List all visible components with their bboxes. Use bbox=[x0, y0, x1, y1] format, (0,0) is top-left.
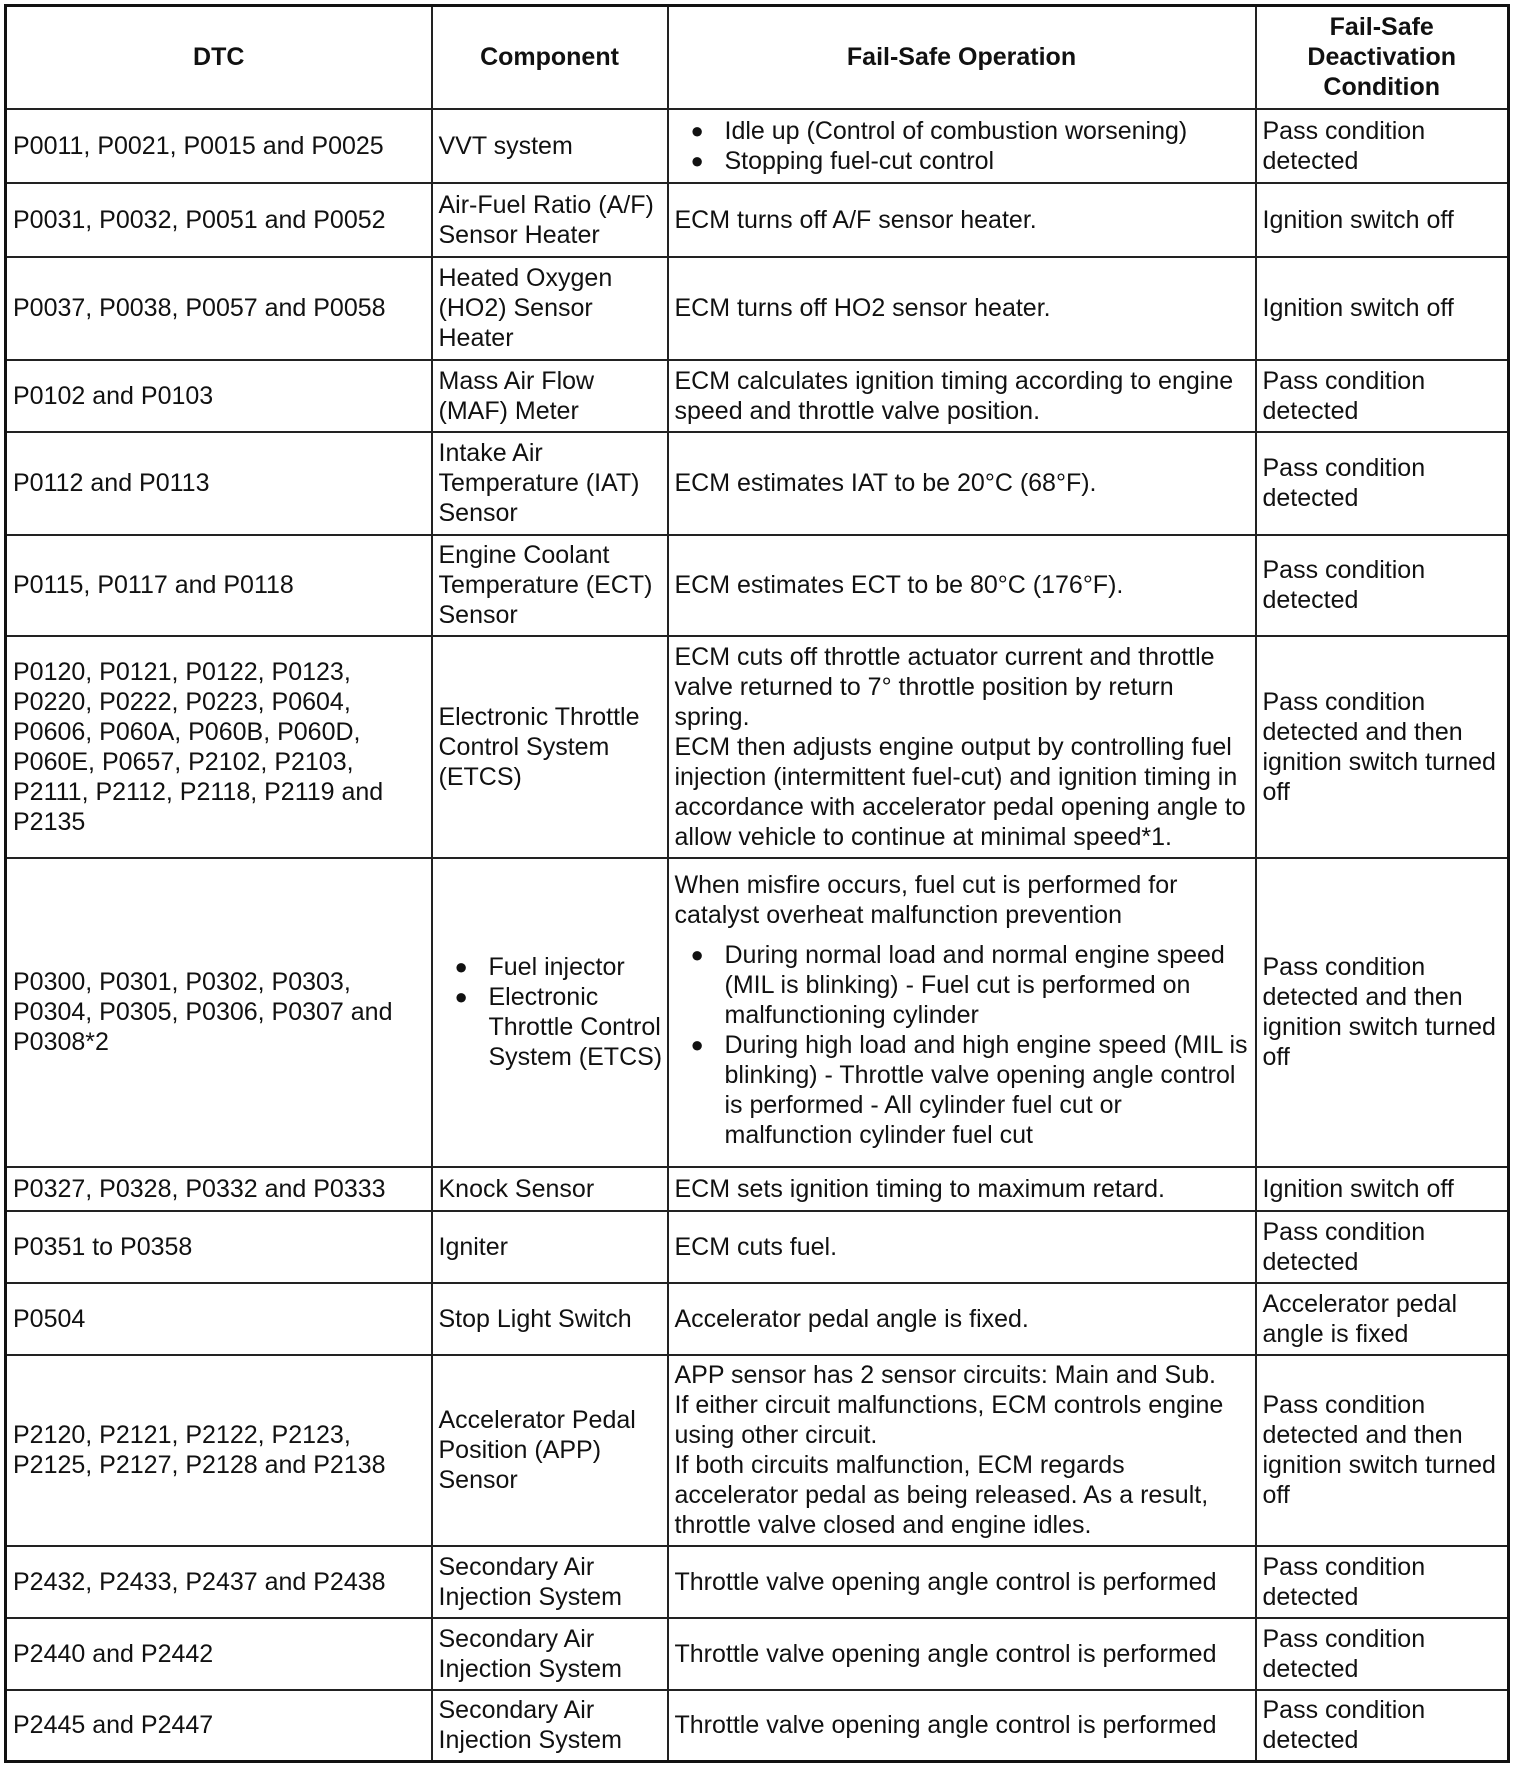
dtc-cell: P2120, P2121, P2122, P2123, P2125, P2127, P2128 and P2138 bbox=[6, 1355, 432, 1546]
header-fail-safe-operation: Fail-Safe Operation bbox=[668, 6, 1256, 109]
operation-line: ECM cuts off throttle actuator current and throttle valve returned to 7° throttle position by return spring. bbox=[674, 642, 1215, 731]
dtc-cell: P0037, P0038, P0057 and P0058 bbox=[6, 257, 432, 360]
dtc-cell: P0102 and P0103 bbox=[6, 360, 432, 432]
dtc-cell: P0120, P0121, P0122, P0123, P0220, P0222, P0223, P0604, P0606, P060A, P060B, P060D, P060E, P0657, P2102, P2103, P2111, P2112, P2118, P2119 and P2135 bbox=[6, 636, 432, 858]
table-row bbox=[6, 858, 1509, 1167]
deactivation-cell: Pass condition detected bbox=[1256, 535, 1509, 636]
component-cell: Secondary Air Injection System bbox=[432, 1690, 668, 1762]
deactivation-cell: Pass condition detected and then ignition switch turned off bbox=[1256, 858, 1509, 1167]
operation-cell: Throttle valve opening angle control is performed bbox=[668, 1546, 1256, 1618]
operation-cell: Throttle valve opening angle control is performed bbox=[668, 1618, 1256, 1690]
component-cell: Electronic Throttle Control System (ETCS) bbox=[432, 636, 668, 858]
dtc-cell: P2440 and P2442 bbox=[6, 1618, 432, 1690]
operation-cell: ECM calculates ignition timing according to engine speed and throttle valve position. bbox=[668, 360, 1256, 432]
table-row bbox=[6, 636, 1509, 858]
header-row bbox=[6, 6, 1509, 109]
deactivation-cell: Pass condition detected and then ignition switch turned off bbox=[1256, 1355, 1509, 1546]
dtc-cell: P0504 bbox=[6, 1283, 432, 1355]
operation-cell: ECM sets ignition timing to maximum retard. bbox=[668, 1167, 1256, 1211]
operation-bullet: ● Idle up (Control of combustion worsening) bbox=[675, 116, 1249, 146]
component-bullet: ● Electronic Throttle Control System (ETCS) bbox=[439, 982, 663, 1072]
table-row bbox=[6, 1355, 1509, 1546]
table-row bbox=[6, 535, 1509, 636]
deactivation-cell: Pass condition detected bbox=[1256, 1690, 1509, 1762]
component-cell: Igniter bbox=[432, 1211, 668, 1283]
operation-line: APP sensor has 2 sensor circuits: Main and Sub. bbox=[674, 1361, 1216, 1389]
deactivation-cell: Pass condition detected bbox=[1256, 1546, 1509, 1618]
component-cell: Knock Sensor bbox=[432, 1167, 668, 1211]
operation-cell bbox=[668, 636, 1256, 858]
deactivation-cell: Accelerator pedal angle is fixed bbox=[1256, 1283, 1509, 1355]
operation-bullet: ● During high load and high engine speed (MIL is blinking) - Throttle valve opening angle control is performed - All cylinder fuel cut or malfunction cylinder fuel cut bbox=[675, 1030, 1249, 1150]
table-row bbox=[6, 257, 1509, 360]
deactivation-cell: Pass condition detected bbox=[1256, 1618, 1509, 1690]
operation-cell: Throttle valve opening angle control is performed bbox=[668, 1690, 1256, 1762]
table-row bbox=[6, 1167, 1509, 1211]
deactivation-cell: Ignition switch off bbox=[1256, 183, 1509, 257]
table-row bbox=[6, 1690, 1509, 1762]
fail-safe-table bbox=[4, 4, 1510, 1763]
operation-cell bbox=[668, 858, 1256, 1167]
operation-intro: When misfire occurs, fuel cut is performed for catalyst overheat malfunction prevention bbox=[674, 871, 1178, 929]
table-row bbox=[6, 1618, 1509, 1690]
operation-line: If both circuits malfunction, ECM regards accelerator pedal as being released. As a result, throttle valve closed and engine idles. bbox=[674, 1451, 1209, 1539]
header-deactivation-condition: Fail-Safe Deactivation Condition bbox=[1256, 6, 1509, 109]
dtc-cell: P0115, P0117 and P0118 bbox=[6, 535, 432, 636]
deactivation-cell: Pass condition detected and then ignition switch turned off bbox=[1256, 636, 1509, 858]
operation-cell: Accelerator pedal angle is fixed. bbox=[668, 1283, 1256, 1355]
operation-line: ECM then adjusts engine output by controlling fuel injection (intermittent fuel-cut) and ignition timing in accordance with accelerator pedal opening angle to allow vehicle to continue at minimal speed*1. bbox=[674, 732, 1246, 851]
dtc-cell: P2445 and P2447 bbox=[6, 1690, 432, 1762]
table-row bbox=[6, 183, 1509, 257]
operation-bullet: ● Stopping fuel-cut control bbox=[675, 146, 1249, 176]
operation-cell: ECM estimates ECT to be 80°C (176°F). bbox=[668, 535, 1256, 636]
component-cell: Heated Oxygen (HO2) Sensor Heater bbox=[432, 257, 668, 360]
table-row bbox=[6, 1546, 1509, 1618]
component-bullet: ● Fuel injector bbox=[439, 952, 663, 982]
dtc-cell: P2432, P2433, P2437 and P2438 bbox=[6, 1546, 432, 1618]
table-row bbox=[6, 1211, 1509, 1283]
deactivation-cell: Ignition switch off bbox=[1256, 257, 1509, 360]
component-cell: Mass Air Flow (MAF) Meter bbox=[432, 360, 668, 432]
component-cell: Intake Air Temperature (IAT) Sensor bbox=[432, 432, 668, 535]
operation-cell: ECM turns off A/F sensor heater. bbox=[668, 183, 1256, 257]
operation-cell bbox=[668, 1355, 1256, 1546]
deactivation-cell: Pass condition detected bbox=[1256, 109, 1509, 183]
operation-cell: ECM turns off HO2 sensor heater. bbox=[668, 257, 1256, 360]
dtc-cell: P0327, P0328, P0332 and P0333 bbox=[6, 1167, 432, 1211]
dtc-cell: P0031, P0032, P0051 and P0052 bbox=[6, 183, 432, 257]
component-cell bbox=[432, 858, 668, 1167]
operation-cell: ECM cuts fuel. bbox=[668, 1211, 1256, 1283]
deactivation-cell: Pass condition detected bbox=[1256, 360, 1509, 432]
component-cell: Secondary Air Injection System bbox=[432, 1546, 668, 1618]
dtc-cell: P0011, P0021, P0015 and P0025 bbox=[6, 109, 432, 183]
component-cell: Secondary Air Injection System bbox=[432, 1618, 668, 1690]
component-cell: VVT system bbox=[432, 109, 668, 183]
operation-cell bbox=[668, 109, 1256, 183]
component-cell: Air-Fuel Ratio (A/F) Sensor Heater bbox=[432, 183, 668, 257]
component-cell: Accelerator Pedal Position (APP) Sensor bbox=[432, 1355, 668, 1546]
table-row bbox=[6, 360, 1509, 432]
dtc-cell: P0112 and P0113 bbox=[6, 432, 432, 535]
header-dtc: DTC bbox=[6, 6, 432, 109]
table-row bbox=[6, 109, 1509, 183]
deactivation-cell: Ignition switch off bbox=[1256, 1167, 1509, 1211]
table-row bbox=[6, 432, 1509, 535]
operation-bullet: ● During normal load and normal engine speed (MIL is blinking) - Fuel cut is performed on malfunctioning cylinder bbox=[675, 940, 1249, 1030]
deactivation-cell: Pass condition detected bbox=[1256, 1211, 1509, 1283]
deactivation-cell: Pass condition detected bbox=[1256, 432, 1509, 535]
operation-line: If either circuit malfunctions, ECM controls engine using other circuit. bbox=[674, 1391, 1224, 1449]
component-cell: Stop Light Switch bbox=[432, 1283, 668, 1355]
dtc-cell: P0351 to P0358 bbox=[6, 1211, 432, 1283]
operation-cell: ECM estimates IAT to be 20°C (68°F). bbox=[668, 432, 1256, 535]
table-row bbox=[6, 1283, 1509, 1355]
header-component: Component bbox=[432, 6, 668, 109]
dtc-cell: P0300, P0301, P0302, P0303, P0304, P0305, P0306, P0307 and P0308*2 bbox=[6, 858, 432, 1167]
component-cell: Engine Coolant Temperature (ECT) Sensor bbox=[432, 535, 668, 636]
